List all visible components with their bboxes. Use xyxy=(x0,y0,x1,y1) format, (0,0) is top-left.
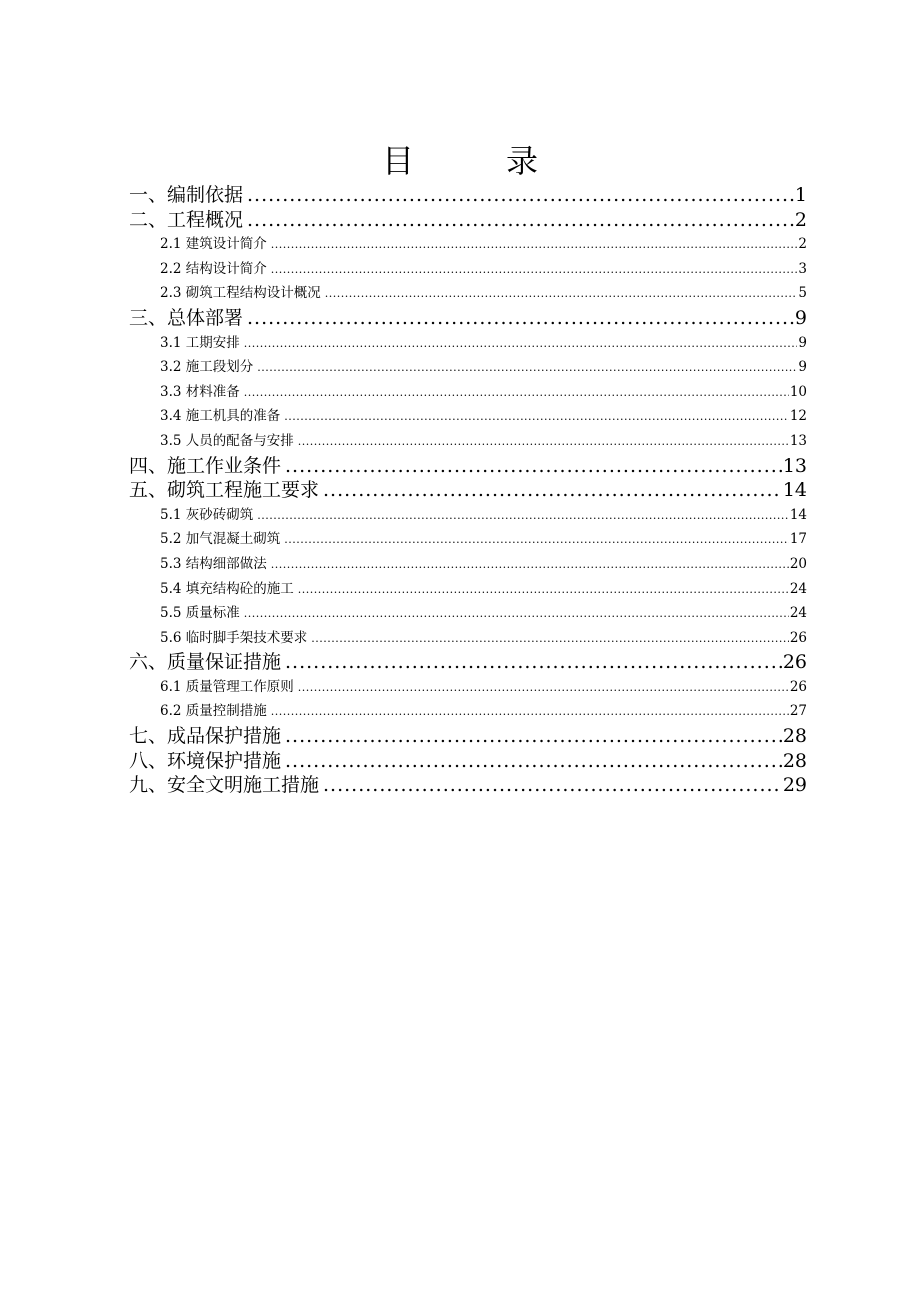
toc-entry-label: 5.3 结构细部做法 xyxy=(160,555,267,572)
toc-section-entry[interactable] xyxy=(0,232,920,257)
toc-chapter-entry[interactable] xyxy=(0,478,920,503)
toc-entry-label: 九、安全文明施工措施 xyxy=(129,774,320,797)
toc-dot-leader xyxy=(323,478,782,503)
toc-entry-label: 2.1 建筑设计简介 xyxy=(160,236,267,253)
toc-section-entry[interactable] xyxy=(0,626,920,651)
toc-dot-leader xyxy=(257,504,789,528)
toc-entry-label: 3.4 施工机具的准备 xyxy=(160,408,281,425)
toc-section-entry[interactable] xyxy=(0,331,920,356)
toc-page-number: 5 xyxy=(798,285,807,302)
toc-entry-label: 3.2 施工段划分 xyxy=(160,359,254,376)
toc-section-entry[interactable] xyxy=(0,257,920,282)
toc-page-number: 20 xyxy=(789,555,807,572)
toc-chapter-entry[interactable] xyxy=(0,773,920,798)
toc-page-number: 29 xyxy=(782,774,807,797)
toc-dot-leader xyxy=(257,356,797,380)
toc-section-entry[interactable] xyxy=(0,429,920,454)
toc-page-number: 28 xyxy=(782,749,807,772)
toc-entry-label: 2.2 结构设计简介 xyxy=(160,260,267,277)
toc-entry-label: 一、编制依据 xyxy=(129,184,244,206)
toc-page-number: 1 xyxy=(794,184,807,206)
toc-chapter-entry[interactable] xyxy=(0,454,920,479)
toc-dot-leader xyxy=(298,676,789,700)
toc-page-number: 9 xyxy=(794,306,807,329)
toc-chapter-entry[interactable] xyxy=(0,208,920,233)
toc-entry-label: 5.4 填充结构砼的施工 xyxy=(160,580,294,597)
toc-entry-label: 5.1 灰砂砖砌筑 xyxy=(160,506,254,523)
toc-dot-leader xyxy=(247,183,794,208)
toc-section-entry[interactable] xyxy=(0,577,920,602)
toc-page-number: 3 xyxy=(798,260,807,277)
toc-entry-label: 二、工程概况 xyxy=(129,208,244,231)
toc-dot-leader xyxy=(311,627,789,651)
toc-page-number: 14 xyxy=(782,479,807,502)
toc-dot-leader xyxy=(285,650,782,675)
page-title: 目 录 xyxy=(381,142,568,181)
toc-page-number: 28 xyxy=(782,725,807,748)
toc-chapter-entry[interactable] xyxy=(0,650,920,675)
toc-page-number: 24 xyxy=(789,605,807,622)
toc-dot-leader xyxy=(271,233,798,257)
toc-dot-leader xyxy=(247,306,794,331)
toc-page-number: 2 xyxy=(794,208,807,231)
toc-dot-leader xyxy=(285,454,782,479)
toc-section-entry[interactable] xyxy=(0,552,920,577)
toc-entry-label: 6.1 质量管理工作原则 xyxy=(160,678,294,695)
toc-entry-label: 3.1 工期安排 xyxy=(160,334,240,351)
toc-dot-leader xyxy=(244,381,789,405)
toc-page-number: 14 xyxy=(789,506,807,523)
toc-section-entry[interactable] xyxy=(0,675,920,700)
toc-dot-leader xyxy=(247,208,794,233)
toc-page-number: 13 xyxy=(782,454,807,477)
toc-page-number: 26 xyxy=(789,629,807,646)
toc-dot-leader xyxy=(285,749,782,774)
toc-dot-leader xyxy=(298,578,789,602)
toc-entry-label: 5.5 质量标准 xyxy=(160,605,240,622)
toc-section-entry[interactable] xyxy=(0,281,920,306)
toc-page-number: 24 xyxy=(789,580,807,597)
toc-dot-leader xyxy=(271,700,789,724)
toc-dot-leader xyxy=(244,602,789,626)
toc-section-entry[interactable] xyxy=(0,527,920,552)
toc-chapter-entry[interactable] xyxy=(0,183,920,208)
toc-entry-label: 3.3 材料准备 xyxy=(160,383,240,400)
toc-page-number: 13 xyxy=(789,432,807,449)
toc-dot-leader xyxy=(284,405,789,429)
toc-page-number: 12 xyxy=(789,408,807,425)
toc-chapter-entry[interactable] xyxy=(0,749,920,774)
toc-page-number: 9 xyxy=(798,359,807,376)
toc-section-entry[interactable] xyxy=(0,601,920,626)
toc-dot-leader xyxy=(285,724,782,749)
toc-section-entry[interactable] xyxy=(0,404,920,429)
toc-entry-label: 5.6 临时脚手架技术要求 xyxy=(160,629,308,646)
toc-dot-leader xyxy=(244,332,798,356)
toc-entry-label: 3.5 人员的配备与安排 xyxy=(160,432,294,449)
toc-dot-leader xyxy=(325,282,798,306)
toc-page-number: 2 xyxy=(798,236,807,253)
toc-entry-label: 三、总体部署 xyxy=(129,306,244,329)
toc-page-number: 10 xyxy=(789,383,807,400)
toc-section-entry[interactable] xyxy=(0,699,920,724)
toc-entry-label: 5.2 加气混凝土砌筑 xyxy=(160,531,281,548)
toc-section-entry[interactable] xyxy=(0,503,920,528)
toc-page-number: 27 xyxy=(789,703,807,720)
toc-chapter-entry[interactable] xyxy=(0,306,920,331)
toc-page-number: 26 xyxy=(782,651,807,674)
toc-dot-leader xyxy=(271,553,789,577)
toc-chapter-entry[interactable] xyxy=(0,724,920,749)
toc-dot-leader xyxy=(323,773,782,798)
toc-section-entry[interactable] xyxy=(0,355,920,380)
toc-page-number: 9 xyxy=(798,334,807,351)
toc-dot-leader xyxy=(271,258,798,282)
toc-page-number: 26 xyxy=(789,678,807,695)
toc-entry-label: 八、环境保护措施 xyxy=(129,749,282,772)
toc-entry-label: 七、成品保护措施 xyxy=(129,725,282,748)
toc-entry-label: 2.3 砌筑工程结构设计概况 xyxy=(160,285,321,302)
toc-dot-leader xyxy=(284,528,789,552)
toc-dot-leader xyxy=(298,430,789,454)
toc-entry-label: 四、施工作业条件 xyxy=(129,454,282,477)
toc-page-number: 17 xyxy=(789,531,807,548)
table-of-contents xyxy=(0,183,920,798)
toc-entry-label: 五、砌筑工程施工要求 xyxy=(129,479,320,502)
toc-entry-label: 6.2 质量控制措施 xyxy=(160,703,267,720)
toc-entry-label: 六、质量保证措施 xyxy=(129,651,282,674)
toc-section-entry[interactable] xyxy=(0,380,920,405)
